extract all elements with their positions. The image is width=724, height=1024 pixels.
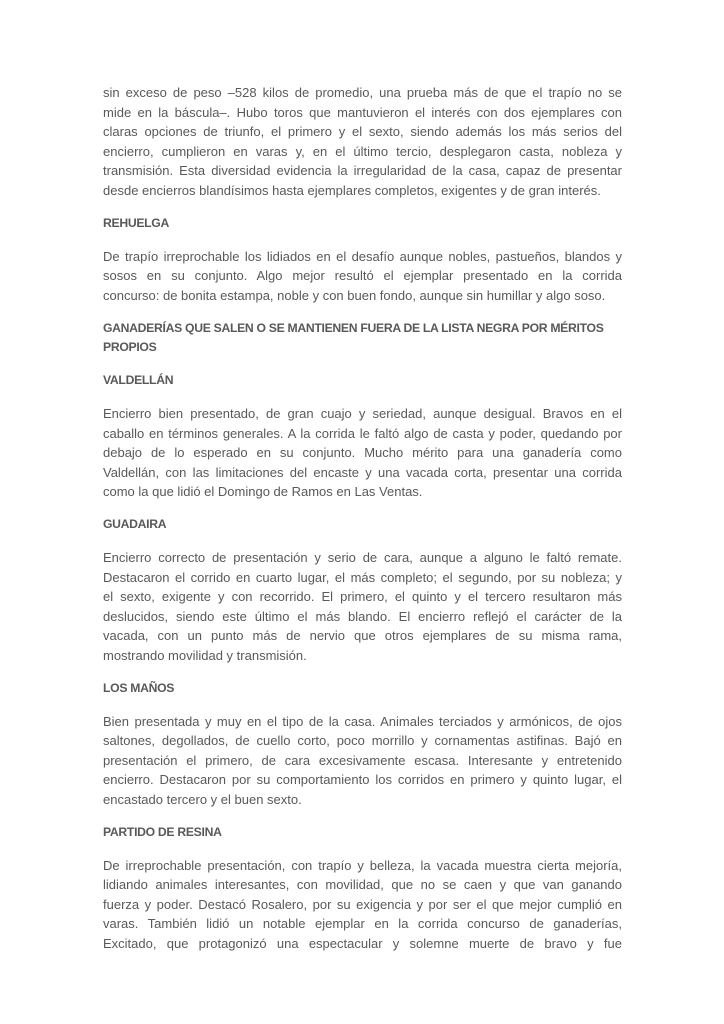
text-line: De trapío irreprochable los lidiados en el desafío aunque nobles, pastueños, blandos y	[103, 248, 622, 264]
text-line: encierro. Destacaron por su comportamiento los corridos en primero y quinto lugar, el	[103, 772, 622, 787]
section-heading	[103, 319, 622, 358]
text-line: vacada, con un punto más de nervio que otros ejemplares de su misma rama,	[103, 628, 622, 643]
text-line: mide en la báscula–. Hubo toros que mantuvieron el interés con dos ejemplares con	[103, 104, 622, 120]
text-line: desde encierros blandísimos hasta ejemplares completos, exigentes y de gran interés.	[103, 182, 601, 198]
text-line: claras opciones de triunfo, el primero y el sexto, siendo además los más serios del	[103, 124, 622, 139]
text-line: el sexto, exigente y con recorrido. El primero, el quinto y el tercero resultaron más	[103, 589, 622, 604]
heading-line: VALDELLÁN	[103, 373, 174, 387]
document-body	[103, 83, 622, 953]
text-line: Bien presentada y muy en el tipo de la casa. Animales terciados y armónicos, de ojos	[103, 713, 622, 729]
text-line: caballo en términos generales. A la corrida le faltó algo de casta y poder, quedando por	[103, 425, 622, 441]
text-line: De irreprochable presentación, con trapío y belleza, la vacada muestra cierta mejoría,	[103, 857, 622, 873]
heading-line: REHUELGA	[103, 215, 169, 230]
text-line: Destacaron el corrido en cuarto lugar, el más completo; el segundo, por su nobleza; y	[103, 569, 622, 585]
text-line: saltones, degollados, de cuello corto, poco morrillo y cornamentas astifinas. Bajó en	[103, 733, 622, 748]
text-line: fuerza y poder. Destacó Rosalero, por su exigencia y por ser el que mejor cumplió en	[103, 896, 622, 912]
heading-line: GUADAIRA	[103, 517, 167, 531]
text-line: como la que lidió el Domingo de Ramos en Las Ventas.	[103, 484, 423, 499]
heading-line: PROPIOS	[103, 340, 157, 354]
text-line: encierro, cumplieron en varas y, en el último tercio, desplegaron casta, nobleza y	[103, 143, 622, 159]
text-line: presentación el primero, de cara excesivamente escasa. Interesante y entretenido	[103, 752, 622, 768]
text-line: Encierro bien presentado, de gran cuajo y seriedad, aunque desigual. Bravos en el	[103, 406, 622, 421]
section-heading	[103, 515, 622, 535]
heading-line: GANADERÍAS QUE SALEN O SE MANTIENEN FUERA DE LA LISTA NEGRA POR MÉRITOS	[103, 320, 604, 335]
paragraph	[103, 712, 622, 810]
paragraph	[103, 856, 622, 954]
text-line: Excitado, que protagonizó una espectacular y solemne muerte de bravo y fue	[103, 935, 622, 951]
text-line: concurso: de bonita estampa, noble y con buen fondo, aunque sin humillar y algo soso.	[103, 287, 606, 303]
text-line: transmisión. Esta diversidad evidencia la irregularidad de la casa, capaz de presentar	[103, 163, 622, 178]
text-line: debajo de lo esperado en su conjunto. Mucho mérito para una ganadería como	[103, 445, 622, 460]
text-line: encastado tercero y el buen sexto.	[103, 791, 302, 807]
text-line: Valdellán, con las limitaciones del encaste y una vacada corta, presentar una corrida	[103, 464, 622, 480]
section-heading	[103, 679, 622, 699]
text-line: deslucidos, siendo este último el más blando. El encierro reflejó el carácter de la	[103, 608, 622, 624]
paragraph	[103, 404, 622, 502]
text-line: sosos en su conjunto. Algo mejor resultó el ejemplar presentado en la corrida	[103, 268, 622, 283]
text-line: Encierro correcto de presentación y serio de cara, aunque a alguno le faltó remate.	[103, 550, 622, 565]
text-line: lidiando animales interesantes, con movilidad, que no se caen y que van ganando	[103, 877, 622, 892]
heading-line: PARTIDO DE RESINA	[103, 824, 222, 839]
paragraph	[103, 548, 622, 665]
paragraph	[103, 247, 622, 306]
text-line: mostrando movilidad y transmisión.	[103, 647, 307, 663]
heading-line: LOS MAÑOS	[103, 680, 175, 695]
section-heading	[103, 823, 622, 843]
paragraph	[103, 83, 622, 200]
text-line: varas. También lidió un notable ejemplar en la corrida concurso de ganaderías,	[103, 916, 622, 931]
section-heading	[103, 214, 622, 234]
section-heading	[103, 371, 622, 391]
text-line: sin exceso de peso –528 kilos de promedio, una prueba más de que el trapío no se	[103, 85, 622, 100]
